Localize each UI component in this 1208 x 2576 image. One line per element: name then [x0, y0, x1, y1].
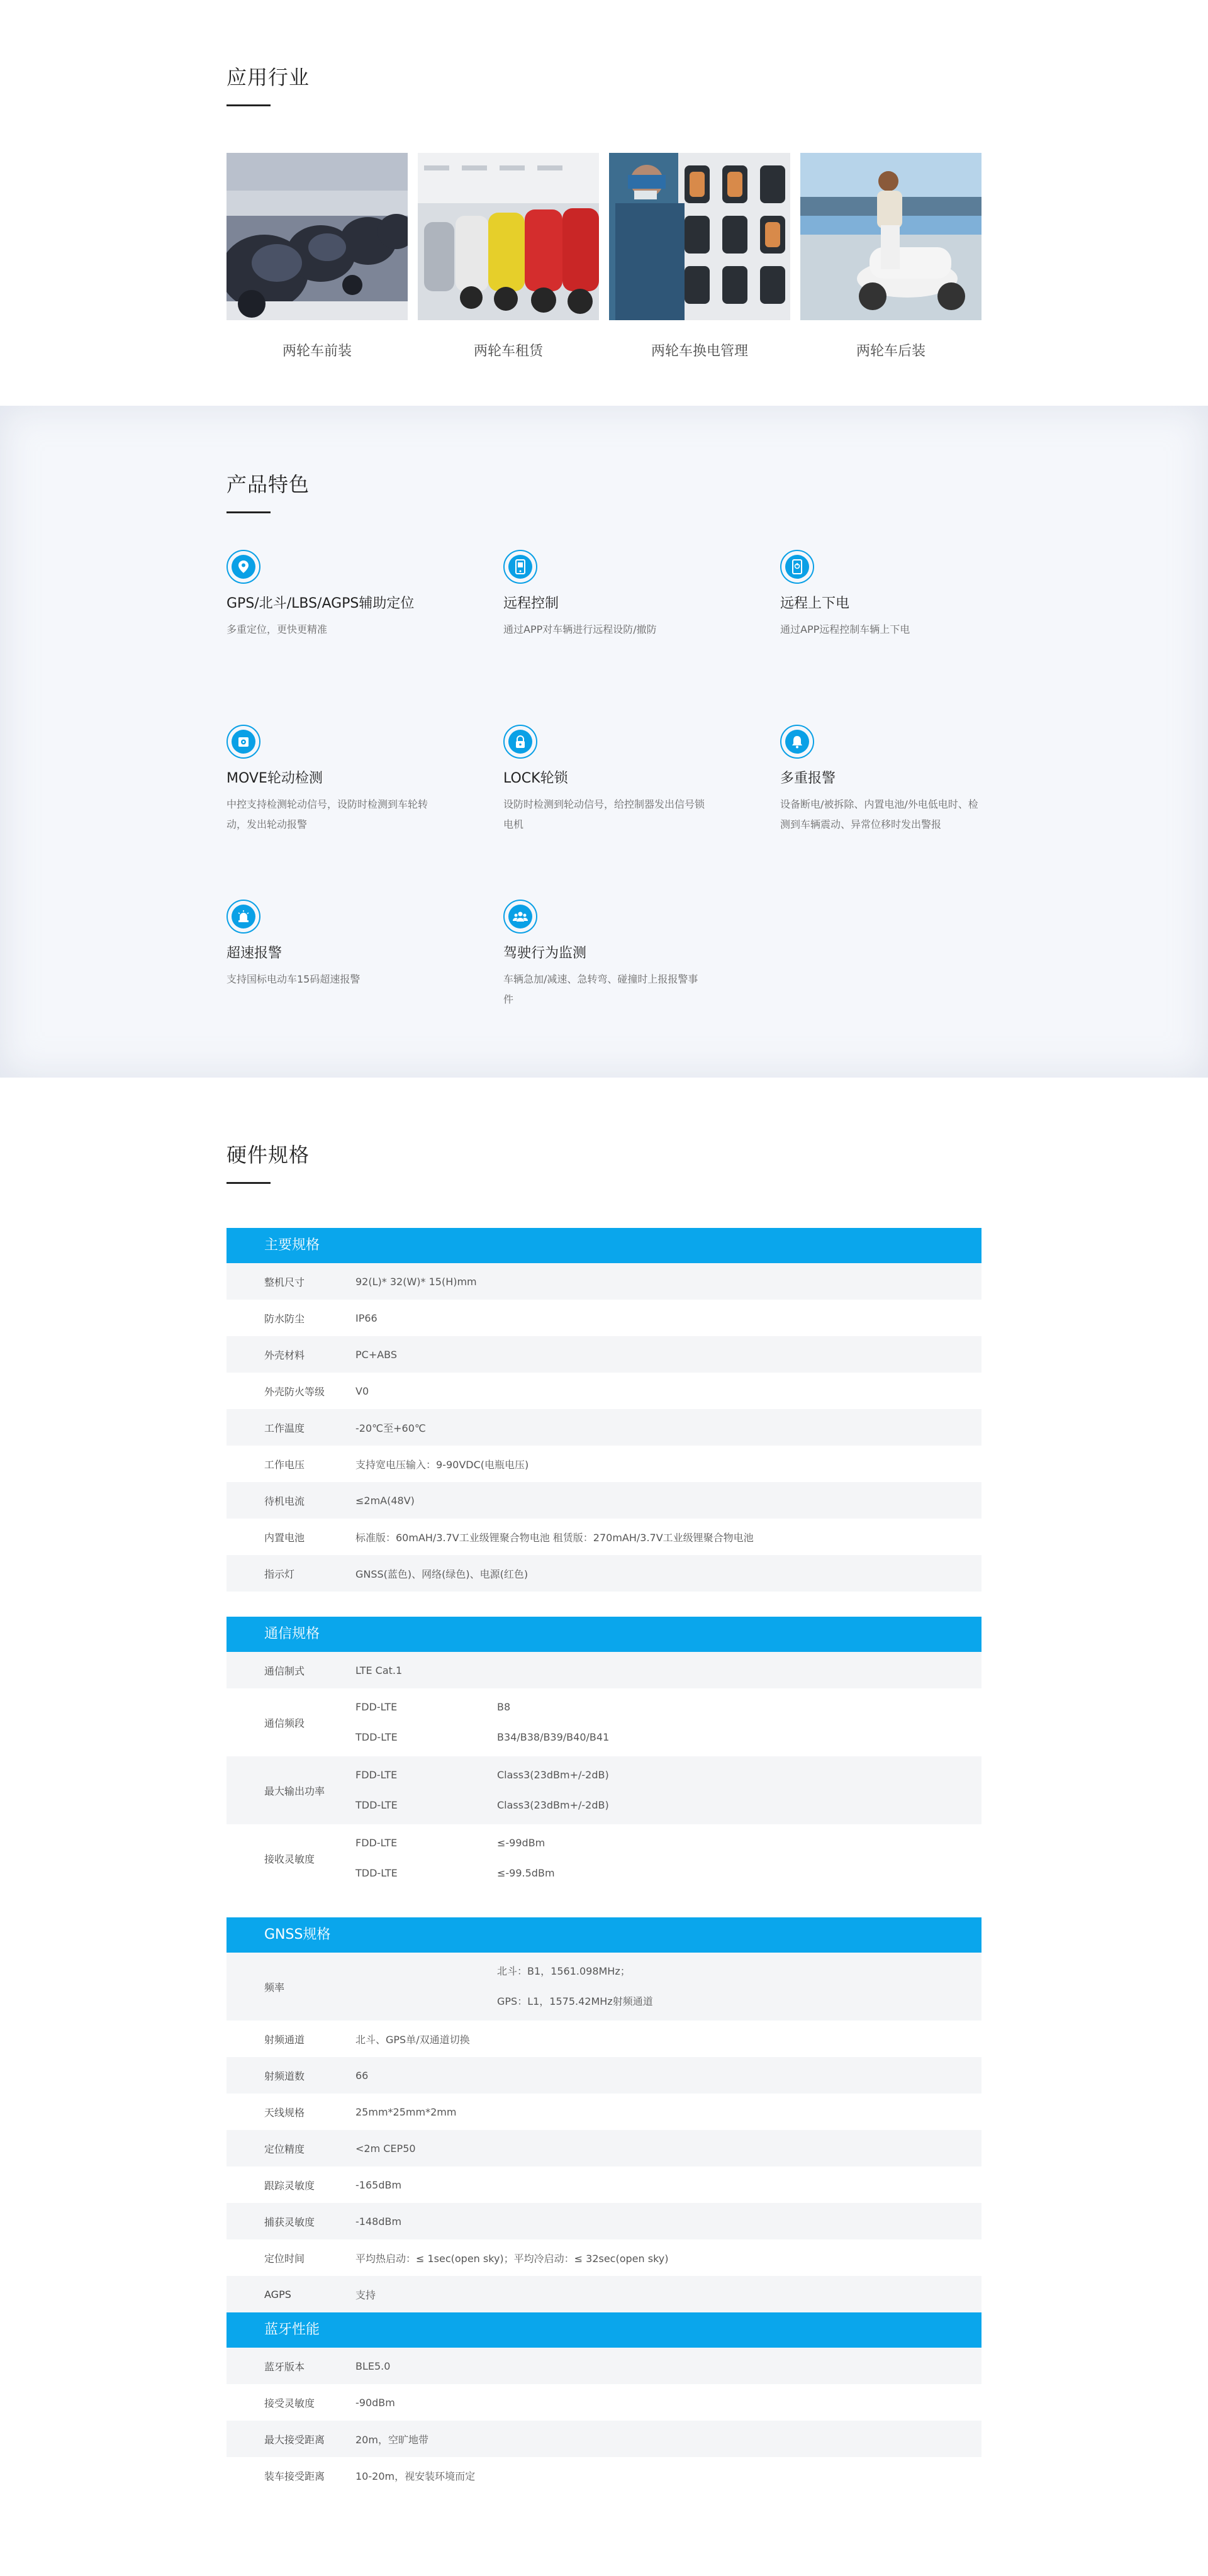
- table-row: [226, 2384, 982, 2421]
- spec-value: -148dBm: [355, 2215, 402, 2228]
- table-row: [226, 2130, 982, 2166]
- spec-name: 内置电池: [264, 1531, 305, 1544]
- spec-value: Class3(23dBm+/-2dB): [497, 1799, 609, 1811]
- table-row: [226, 1482, 982, 1519]
- title-underline: [226, 104, 271, 106]
- spec-value: <2m CEP50: [355, 2142, 416, 2155]
- table-row: [226, 2421, 982, 2457]
- spec-name: 射频通道: [264, 2033, 305, 2046]
- spec-name: 工作温度: [264, 1422, 305, 1434]
- table-row: [226, 2276, 982, 2312]
- spec-value: ≤-99dBm: [497, 1837, 545, 1849]
- spec-name: 通信制式: [264, 1664, 305, 1677]
- spec-name: 最大输出功率: [264, 1785, 325, 1797]
- spec-value: Class3(23dBm+/-2dB): [497, 1769, 609, 1781]
- industry-label: 两轮车租赁: [473, 343, 543, 359]
- table-row: [226, 2021, 982, 2057]
- industry-section: [0, 0, 1208, 406]
- spec-value: 支持宽电压输入：9-90VDC(电瓶电压): [355, 1458, 529, 1471]
- table-row: [226, 2348, 982, 2384]
- spec-value: BLE5.0: [355, 2360, 391, 2372]
- feature-item: [780, 725, 1057, 900]
- spec-value: IP66: [355, 1312, 378, 1324]
- spec-name: 整机尺寸: [264, 1276, 305, 1288]
- spec-name: 防水防尘: [264, 1312, 305, 1325]
- spec-name: 待机电流: [264, 1495, 305, 1507]
- remote-phone-icon: [503, 550, 537, 584]
- table-row: [226, 1688, 982, 1756]
- spec-value: V0: [355, 1385, 369, 1397]
- spec-name: 蓝牙版本: [264, 2360, 305, 2373]
- feature-title: MOVE轮动检测: [226, 771, 323, 786]
- specs-title: 硬件规格: [226, 1143, 310, 1167]
- spec-name: 指示灯: [264, 1568, 295, 1580]
- table-row: [226, 1373, 982, 1409]
- title-underline: [226, 511, 271, 513]
- features-grid: [226, 550, 982, 1074]
- spec-value: 北斗、GPS单/双通道切换: [355, 2033, 470, 2046]
- table-row: [226, 1519, 982, 1555]
- spec-sub: TDD-LTE: [355, 1731, 398, 1743]
- feature-item: [780, 550, 1057, 725]
- feature-title: 远程控制: [503, 596, 559, 611]
- spec-sub: FDD-LTE: [355, 1701, 398, 1713]
- spec-value: ≤2mA(48V): [355, 1494, 415, 1507]
- table-row: [226, 2239, 982, 2276]
- industry-label: 两轮车换电管理: [651, 343, 748, 359]
- industry-label: 两轮车后装: [856, 343, 926, 359]
- table-row: [226, 2057, 982, 2094]
- industry-grid: [226, 153, 982, 360]
- lock-icon: [503, 725, 537, 759]
- feature-desc: 中控支持检测轮动信号，设防时检测到车轮转动，发出轮动报警: [226, 798, 428, 830]
- spec-name: 外壳防火等级: [264, 1385, 325, 1398]
- spec-name: 定位时间: [264, 2252, 305, 2265]
- feature-title: GPS/北斗/LBS/AGPS辅助定位: [226, 596, 415, 611]
- feature-title: LOCK轮锁: [503, 771, 568, 786]
- feature-item: [226, 900, 503, 1074]
- spec-name: 工作电压: [264, 1458, 305, 1471]
- scooter-row-photo: [226, 153, 408, 320]
- table-row: [226, 1756, 982, 1824]
- feature-desc: 支持国标电动车15码超速报警: [226, 973, 361, 985]
- table-row: [226, 1336, 982, 1373]
- table-row: [226, 2457, 982, 2494]
- table-row: [226, 1652, 982, 1688]
- table-row: [226, 1409, 982, 1446]
- feature-desc: 多重定位，更快更精准: [226, 623, 328, 635]
- location-pin-icon: [226, 550, 260, 584]
- spec-value: 标准版：60mAH/3.7V工业级锂聚合物电池 租赁版：270mAH/3.7V工业级锂聚合物电池: [355, 1531, 754, 1544]
- table-row: [226, 1824, 982, 1892]
- rental-scooters-photo: [418, 153, 599, 320]
- feature-item: [226, 550, 503, 725]
- spec-value: -20℃至+60℃: [355, 1422, 426, 1434]
- spec-value: -90dBm: [355, 2396, 395, 2409]
- spec-value: GNSS(蓝色)、网络(绿色)、电源(红色): [355, 1568, 528, 1580]
- spec-value: 92(L)* 32(W)* 15(H)mm: [355, 1275, 477, 1288]
- spec-group-header: 通信规格: [226, 1617, 982, 1652]
- spec-name: 频率: [264, 1981, 285, 1993]
- feature-desc: 通过APP远程控制车辆上下电: [780, 623, 910, 635]
- spec-sub: FDD-LTE: [355, 1769, 398, 1781]
- table-row: [226, 2094, 982, 2130]
- spec-group-gnss: [226, 1917, 982, 2312]
- alarm-bell-icon: [780, 725, 814, 759]
- spec-name: 外壳材料: [264, 1349, 305, 1361]
- spec-name: 跟踪灵敏度: [264, 2179, 315, 2192]
- spec-group-main: [226, 1228, 982, 1592]
- feature-title: 多重报警: [780, 771, 836, 786]
- table-row: [226, 1953, 982, 2021]
- spec-name: 接收灵敏度: [264, 1853, 315, 1865]
- spec-group-header: 主要规格: [226, 1228, 982, 1263]
- power-phone-icon: [780, 550, 814, 584]
- spec-name: 通信频段: [264, 1717, 305, 1729]
- spec-group-comm: [226, 1617, 982, 1892]
- spec-value: 支持: [355, 2289, 376, 2301]
- spec-name: 捕获灵敏度: [264, 2216, 315, 2228]
- industry-card-battery-swap[interactable]: [609, 153, 790, 360]
- table-row: [226, 1300, 982, 1336]
- feature-item: [503, 725, 780, 900]
- spec-value: 66: [355, 2069, 369, 2082]
- table-row: [226, 2203, 982, 2239]
- feature-desc: 设防时检测到轮动信号，给控制器发出信号锁电机: [503, 798, 705, 830]
- spec-group-header: 蓝牙性能: [226, 2312, 982, 2348]
- spec-group-bluetooth: [226, 2312, 982, 2494]
- spec-name: 天线规格: [264, 2106, 305, 2119]
- spec-value: 25mm*25mm*2mm: [355, 2105, 457, 2118]
- spec-group-header: GNSS规格: [226, 1917, 982, 1953]
- battery-swap-cabinet-photo: [609, 153, 790, 320]
- feature-item: [503, 900, 780, 1074]
- spec-name: 射频道数: [264, 2070, 305, 2082]
- spec-sub: TDD-LTE: [355, 1799, 398, 1811]
- features-title: 产品特色: [226, 472, 310, 496]
- feature-title: 远程上下电: [780, 596, 850, 611]
- feature-item: [503, 550, 780, 725]
- table-row: [226, 1555, 982, 1592]
- spec-name: AGPS: [264, 2288, 291, 2300]
- spec-name: 装车接受距离: [264, 2470, 325, 2482]
- title-underline: [226, 1182, 271, 1184]
- feature-title: 驾驶行为监测: [503, 945, 587, 961]
- spec-value: LTE Cat.1: [355, 1664, 403, 1676]
- table-row: [226, 1446, 982, 1482]
- industry-label: 两轮车前装: [282, 343, 352, 359]
- feature-desc: 车辆急加/减速、急转弯、碰撞时上报报警事件: [503, 973, 698, 1005]
- spec-value: 10-20m，视安装环境而定: [355, 2470, 476, 2482]
- feature-title: 超速报警: [226, 945, 282, 961]
- spec-name: 定位精度: [264, 2143, 305, 2155]
- spec-value: B8: [497, 1701, 511, 1713]
- spec-value: B34/B38/B39/B40/B41: [497, 1731, 610, 1743]
- spec-sub: TDD-LTE: [355, 1867, 398, 1879]
- siren-icon: [226, 900, 260, 934]
- industry-card-after-market[interactable]: [800, 153, 982, 360]
- spec-value: 平均热启动：≤ 1sec(open sky)；平均冷启动：≤ 32sec(open sky): [355, 2252, 669, 2265]
- wheel-detect-icon: [226, 725, 260, 759]
- spec-value: 北斗：B1，1561.098MHz；: [497, 1965, 630, 1977]
- spec-value: -165dBm: [355, 2178, 402, 2191]
- spec-value: PC+ABS: [355, 1348, 398, 1361]
- spec-value: GPS：L1，1575.42MHz射频通道: [497, 1995, 653, 2007]
- industry-card-rental[interactable]: [418, 153, 599, 360]
- spec-value: 20m，空旷地带: [355, 2433, 428, 2446]
- feature-desc: 设备断电/被拆除、内置电池/外电低电时、检测到车辆震动、异常位移时发出警报: [780, 798, 978, 830]
- spec-value: ≤-99.5dBm: [497, 1867, 555, 1879]
- users-icon: [503, 900, 537, 934]
- rider-scooter-photo: [800, 153, 982, 320]
- feature-desc: 通过APP对车辆进行远程设防/撤防: [503, 623, 657, 635]
- features-section: [0, 406, 1208, 1078]
- spec-name: 最大接受距离: [264, 2433, 325, 2446]
- table-row: [226, 1263, 982, 1300]
- feature-item: [226, 725, 503, 900]
- industry-card-front-mount[interactable]: [226, 153, 408, 360]
- table-row: [226, 2166, 982, 2203]
- specs-section: [0, 1078, 1208, 2494]
- spec-name: 接受灵敏度: [264, 2397, 315, 2409]
- industry-title: 应用行业: [226, 65, 310, 89]
- spec-sub: FDD-LTE: [355, 1837, 398, 1849]
